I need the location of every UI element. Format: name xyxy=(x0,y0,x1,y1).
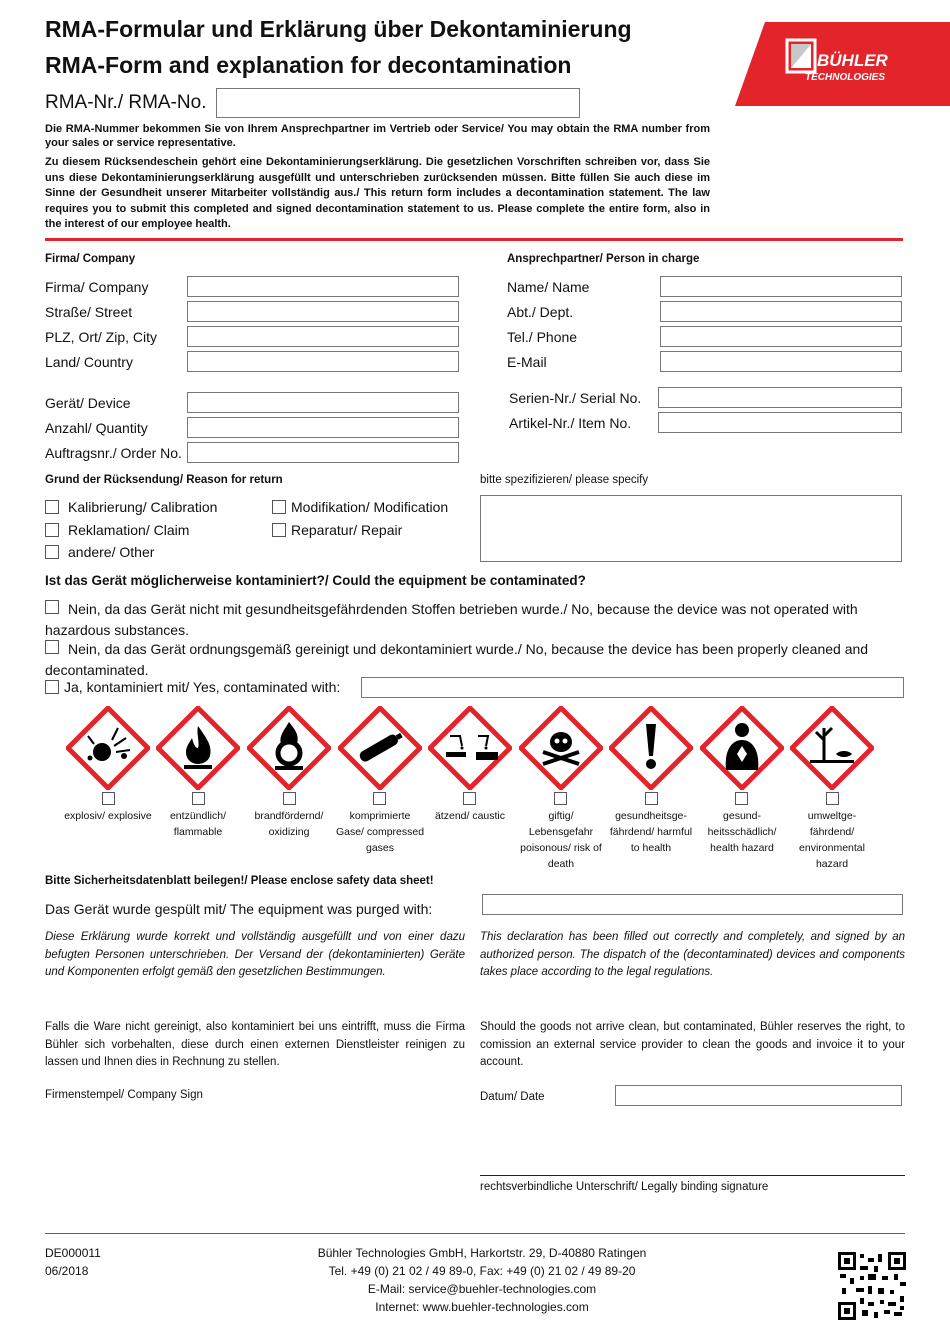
serial-no-input[interactable] xyxy=(658,387,902,408)
footer-address: Bühler Technologies GmbH, Harkortstr. 29, D-40880 Ratingen xyxy=(317,1246,647,1260)
contaminated-with-input[interactable] xyxy=(361,677,904,698)
safety-sheet-note: Bitte Sicherheitsdatenblatt beilegen!/ Please enclose safety data sheet! xyxy=(45,875,434,887)
footer-phone: Tel. +49 (0) 21 02 / 49 89-0, Fax: +49 (0) 21 02 / 49 89-20 xyxy=(328,1264,636,1278)
compressed-gas-caption: komprimierte Gase/ compressed gases xyxy=(335,810,425,854)
rma-label: RMA-Nr./ RMA-No. xyxy=(45,92,207,113)
dept-input[interactable] xyxy=(660,301,902,322)
doc-date: 06/2018 xyxy=(45,1264,89,1278)
cleaning-note-en: Should the goods not arrive clean, but contaminated, Bühler reserves the right, to comission an external service provider to clean the goods and invoice it to your account. xyxy=(480,1021,905,1068)
company-heading: Firma/ Company xyxy=(45,253,136,265)
quantity-input[interactable] xyxy=(187,417,459,438)
email-input[interactable] xyxy=(660,351,902,372)
title-de: RMA-Formular und Erklärung über Dekontaminierung xyxy=(45,16,632,42)
other-label: andere/ Other xyxy=(68,544,155,560)
contact-heading: Ansprechpartner/ Person in charge xyxy=(507,253,700,265)
modification-checkbox[interactable] xyxy=(272,500,286,514)
country-input[interactable] xyxy=(187,351,459,372)
phone-input[interactable] xyxy=(660,326,902,347)
compressed-gas-checkbox[interactable] xyxy=(373,792,386,805)
skull-icon xyxy=(519,706,603,790)
oxidizing-icon xyxy=(247,706,331,790)
specify-textarea[interactable] xyxy=(480,495,902,562)
intro-rma-note: Die RMA-Nummer bekommen Sie von Ihrem Ansprechpartner im Vertrieb oder Service/ You may obtain the RMA number from your sales or service representative. xyxy=(45,123,710,149)
claim-checkbox[interactable] xyxy=(45,523,59,537)
buehler-logo xyxy=(735,22,950,106)
environmental-caption: umweltge-fährdend/ environmental hazard xyxy=(799,810,865,870)
reason-heading: Grund der Rücksendung/ Reason for return xyxy=(45,474,283,486)
signature-line[interactable] xyxy=(480,1175,905,1176)
flammable-checkbox[interactable] xyxy=(192,792,205,805)
explosive-checkbox[interactable] xyxy=(102,792,115,805)
poisonous-checkbox[interactable] xyxy=(554,792,567,805)
street-label: Straße/ Street xyxy=(45,304,133,320)
zip-city-label: PLZ, Ort/ Zip, City xyxy=(45,329,158,345)
doc-id: DE000011 xyxy=(45,1246,101,1260)
order-no-label: Auftragsnr./ Order No. xyxy=(45,445,182,461)
title-en: RMA-Form and explanation for decontamination xyxy=(45,52,572,78)
logo-text-sub: TECHNOLOGIES xyxy=(805,72,886,83)
environment-icon xyxy=(790,706,874,790)
date-label: Datum/ Date xyxy=(480,1091,545,1103)
harmful-checkbox[interactable] xyxy=(645,792,658,805)
declaration-en: This declaration has been filled out correctly and completely, and signed by an authorized person. The dispatch of the (decontaminated) devices and components takes place according to the legal regulations. xyxy=(480,931,905,978)
oxidizing-checkbox[interactable] xyxy=(283,792,296,805)
cleaned-label: Nein, da das Gerät ordnungsgemäß gereinigt und dekontaminiert wurde./ No, because the device has been properly cleaned and decontaminated. xyxy=(45,641,869,678)
modification-label: Modifikation/ Modification xyxy=(291,499,449,515)
claim-label: Reklamation/ Claim xyxy=(68,522,190,538)
health-hazard-checkbox[interactable] xyxy=(735,792,748,805)
environmental-checkbox[interactable] xyxy=(826,792,839,805)
footer-website: Internet: www.buehler-technologies.com xyxy=(375,1300,589,1314)
contaminated-checkbox[interactable] xyxy=(45,680,59,694)
flammable-caption: entzündlich/ flammable xyxy=(169,810,227,838)
item-no-label: Artikel-Nr./ Item No. xyxy=(509,415,632,431)
logo-text-main: BÜHLER xyxy=(817,51,888,70)
caustic-checkbox[interactable] xyxy=(463,792,476,805)
explosive-icon xyxy=(66,706,150,790)
email-label: E-Mail xyxy=(507,354,547,370)
country-label: Land/ Country xyxy=(45,354,133,370)
footer-email: E-Mail: service@buehler-technologies.com xyxy=(367,1282,597,1296)
signature-label: rechtsverbindliche Unterschrift/ Legally binding signature xyxy=(480,1181,769,1193)
company-stamp-label: Firmenstempel/ Company Sign xyxy=(45,1089,203,1101)
street-input[interactable] xyxy=(187,301,459,322)
repair-checkbox[interactable] xyxy=(272,523,286,537)
device-label: Gerät/ Device xyxy=(45,395,131,411)
company-name-input[interactable] xyxy=(187,276,459,297)
calibration-checkbox[interactable] xyxy=(45,500,59,514)
zip-city-input[interactable] xyxy=(187,326,459,347)
serial-no-label: Serien-Nr./ Serial No. xyxy=(509,390,642,406)
contact-name-input[interactable] xyxy=(660,276,902,297)
contact-name-label: Name/ Name xyxy=(507,279,590,295)
poisonous-caption: giftig/ Lebensgefahr poisonous/ risk of death xyxy=(520,810,602,870)
not-operated-label: Nein, da das Gerät nicht mit gesundheitsgefährdenden Stoffen betrieben wurde./ No, because the device was not operated with hazardous substances. xyxy=(45,601,858,638)
harmful-caption: gesundheitsge-fährdend/ harmful to health xyxy=(609,810,693,854)
contaminated-label: Ja, kontaminiert mit/ Yes, contaminated with: xyxy=(64,679,341,695)
corrosive-icon xyxy=(428,706,512,790)
qr-code-icon xyxy=(838,1252,906,1320)
exclamation-icon xyxy=(609,706,693,790)
company-name-label: Firma/ Company xyxy=(45,279,149,295)
dept-label: Abt./ Dept. xyxy=(507,304,574,320)
specify-label: bitte spezifizieren/ please specify xyxy=(480,474,649,486)
health-hazard-icon xyxy=(700,706,784,790)
explosive-caption: explosiv/ explosive xyxy=(64,810,152,822)
quantity-label: Anzahl/ Quantity xyxy=(45,420,148,436)
device-input[interactable] xyxy=(187,392,459,413)
gas-cylinder-icon xyxy=(338,706,422,790)
header-divider xyxy=(45,238,903,241)
item-no-input[interactable] xyxy=(658,412,902,433)
declaration-de: Diese Erklärung wurde korrekt und vollständig ausgefüllt und von einer dazu befugten Personen unterschrieben. Der Versand der (dekontaminierten) Geräte und Komponenten erfolgt gemäß den gesetzlichen Bestimmungen. xyxy=(45,931,465,978)
purged-input[interactable] xyxy=(482,894,903,915)
caustic-caption: ätzend/ caustic xyxy=(434,810,506,822)
repair-label: Reparatur/ Repair xyxy=(291,522,403,538)
date-input[interactable] xyxy=(615,1085,902,1106)
phone-label: Tel./ Phone xyxy=(507,329,578,345)
other-checkbox[interactable] xyxy=(45,545,59,559)
intro-decontamination-note: Zu diesem Rücksendeschein gehört eine Dekontaminierungserklärung. Die gesetzlichen Vorschriften schreiben vor, dass Sie uns diese Dekontaminierungserklärung ausgefüllt und unterschrieben zurücksenden müssen. Bitte füllen Sie auch diese im Sinne der Gesundheit unserer Mitarbeiter vollständig aus./ This return form includes a decontamination statement. The law requires you to submit this completed and signed decontamination statement to us. Please complete the entire form, also in the interest of our employee health. xyxy=(45,156,710,230)
order-no-input[interactable] xyxy=(187,442,459,463)
flammable-icon xyxy=(156,706,240,790)
calibration-label: Kalibrierung/ Calibration xyxy=(68,499,218,515)
cleaning-note-de: Falls die Ware nicht gereinigt, also kontaminiert bei uns eintrifft, muss die Firma Bühler sich vorbehalten, diese durch einen externen Dienstleister reinigen zu lassen und Ihnen dies in Rechnung zu stellen. xyxy=(45,1021,465,1068)
purged-label: Das Gerät wurde gespült mit/ The equipment was purged with: xyxy=(45,901,433,917)
footer-divider xyxy=(45,1233,905,1234)
contamination-question: Ist das Gerät möglicherweise kontaminiert?/ Could the equipment be contaminated? xyxy=(45,573,586,588)
rma-number-input[interactable] xyxy=(216,88,580,118)
oxidizing-caption: brandfördernd/ oxidizing xyxy=(254,810,324,838)
health-hazard-caption: gesund-heitsschädlich/ health hazard xyxy=(707,810,777,854)
